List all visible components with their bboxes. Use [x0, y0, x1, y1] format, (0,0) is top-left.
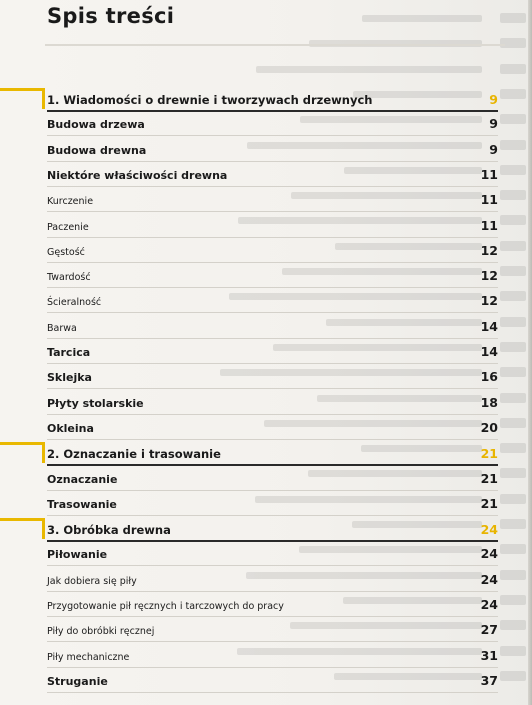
- toc-entry-page-number: 12: [480, 242, 498, 258]
- bleed-through-number: [500, 620, 526, 630]
- toc-entry-sub: [47, 592, 498, 617]
- toc-entry-page-number: 9: [489, 116, 498, 132]
- chapter-marker-tick: [42, 442, 45, 463]
- bleed-through-number: [500, 13, 526, 23]
- toc-entry-page-number: 21: [480, 470, 498, 486]
- bleed-through-number: [500, 140, 526, 150]
- chapter-marker-bar: [0, 518, 45, 521]
- toc-entry-page-number: 14: [480, 344, 498, 359]
- toc-entry-section: [47, 390, 498, 415]
- toc-entry-section: [47, 415, 498, 440]
- bleed-through-number: [500, 165, 526, 175]
- chapter-marker-tick: [42, 518, 45, 539]
- toc-entry-section: [47, 491, 498, 516]
- bleed-through-number: [500, 367, 526, 377]
- toc-entry-title: Płyty stolarskie: [47, 396, 144, 410]
- bleed-through-number: [500, 89, 526, 99]
- toc-entry-section: [47, 111, 498, 136]
- bleed-through-number: [500, 266, 526, 276]
- toc-entry-title: 3. Obróbka drewna: [47, 523, 171, 538]
- toc-entry-title: 2. Oznaczanie i trasowanie: [47, 447, 221, 462]
- toc-entry-sub: [47, 213, 498, 238]
- toc-entry-page-number: 31: [480, 647, 498, 663]
- toc-entry-title: Piły do obróbki ręcznej: [47, 626, 155, 638]
- toc-entry-chapter: [47, 516, 498, 541]
- toc-entry-page-number: 20: [480, 419, 498, 435]
- toc-entry-sub: [47, 288, 498, 313]
- toc-entry-section: [47, 466, 498, 491]
- toc-entry-page-number: 11: [480, 217, 498, 233]
- bleed-through-number: [500, 671, 526, 681]
- toc-entry-title: Twardość: [47, 272, 91, 284]
- toc-entry-title: Jak dobiera się piły: [47, 575, 137, 587]
- toc-entry-title: Struganie: [47, 674, 108, 688]
- bleed-through-number: [500, 114, 526, 124]
- toc-entry-sub: [47, 617, 498, 642]
- bleed-through-number: [500, 544, 526, 554]
- bleed-through-number: [500, 393, 526, 403]
- toc-entry-title: Piłowanie: [47, 548, 108, 562]
- toc-entry-page-number: 16: [480, 369, 498, 385]
- toc-entry-section: [47, 668, 498, 693]
- toc-entry-title: Budowa drzewa: [47, 118, 145, 132]
- toc-entry-page-number: 14: [480, 318, 498, 334]
- bleed-through-number: [500, 646, 526, 656]
- toc-entry-title: Paczenie: [47, 221, 89, 233]
- toc-entry-page-number: 12: [480, 293, 498, 309]
- bleed-through-line: [362, 15, 482, 22]
- toc-entry-sub: [47, 263, 498, 288]
- toc-entry-page-number: 37: [480, 672, 498, 688]
- toc-entry-sub: [47, 314, 498, 339]
- toc-entry-title: Kurczenie: [47, 196, 94, 208]
- chapter-marker-bar: [0, 88, 45, 91]
- page-title: Spis treści: [47, 4, 175, 28]
- toc-entry-title: Oznaczanie: [47, 472, 118, 486]
- toc-entry-page-number: 11: [480, 166, 498, 182]
- toc-entry-sub: [47, 643, 498, 668]
- toc-entry-section: [47, 541, 498, 566]
- toc-entry-title: Trasowanie: [47, 497, 117, 511]
- page-edge: [528, 0, 532, 705]
- toc-entry-title: Gęstość: [47, 246, 85, 258]
- toc-entry-title: Niektóre właściwości drewna: [47, 168, 228, 182]
- toc-entry-title: Piły mechaniczne: [47, 651, 130, 663]
- toc-entry-page-number: 21: [480, 495, 498, 511]
- toc-entry-section: [47, 162, 498, 187]
- chapter-marker-tick: [42, 88, 45, 109]
- toc-entry-sub: [47, 238, 498, 263]
- toc-entry-title: Ścieralność: [47, 297, 102, 309]
- toc-entry-title: Sklejka: [47, 371, 92, 385]
- bleed-through-number: [500, 443, 526, 453]
- toc-entry-page-number: 12: [480, 268, 498, 284]
- bleed-through-number: [500, 595, 526, 605]
- bleed-through-number: [500, 190, 526, 200]
- toc-entry-page-number: 9: [489, 141, 498, 157]
- toc-entry-page-number: 24: [480, 522, 498, 538]
- chapter-marker-bar: [0, 442, 45, 445]
- toc-entry-page-number: 21: [480, 446, 498, 462]
- toc-entry-title: Okleina: [47, 421, 94, 435]
- toc-entry-chapter: [47, 440, 498, 465]
- bleed-through-number: [500, 317, 526, 327]
- bleed-through-number: [500, 215, 526, 225]
- toc-entry-page-number: 27: [480, 622, 498, 638]
- toc-entry-title: Budowa drewna: [47, 143, 147, 157]
- bleed-through-number: [500, 570, 526, 580]
- toc-entry-page-number: 11: [480, 192, 498, 208]
- toc-entry-section: [47, 137, 498, 162]
- toc-entry-title: 1. Wiadomości o drewnie i tworzywach drzewnych: [47, 93, 373, 107]
- toc-entry-page-number: 24: [480, 597, 498, 612]
- bleed-through-number: [500, 342, 526, 352]
- toc-entry-chapter: [47, 86, 498, 111]
- toc-entry-page-number: 18: [480, 394, 498, 410]
- toc-entry-page-number: 24: [480, 546, 498, 562]
- toc-entry-section: [47, 364, 498, 389]
- title-divider: [45, 44, 505, 46]
- toc-entry-section: [47, 339, 498, 364]
- toc-entry-page-number: 9: [489, 92, 498, 107]
- bleed-through-number: [500, 241, 526, 251]
- bleed-through-line: [256, 66, 482, 73]
- bleed-through-number: [500, 494, 526, 504]
- toc-entry-page-number: 24: [480, 571, 498, 587]
- toc-entry-title: Przygotowanie pił ręcznych i tarczowych do pracy: [47, 601, 284, 612]
- toc-entry-sub: [47, 187, 498, 212]
- bleed-through-number: [500, 64, 526, 74]
- toc-entry-title: Barwa: [47, 322, 77, 334]
- bleed-through-number: [500, 291, 526, 301]
- bleed-through-number: [500, 468, 526, 478]
- toc-entry-sub: [47, 567, 498, 592]
- bleed-through-number: [500, 519, 526, 529]
- bleed-through-number: [500, 418, 526, 428]
- toc-entry-title: Tarcica: [47, 346, 91, 359]
